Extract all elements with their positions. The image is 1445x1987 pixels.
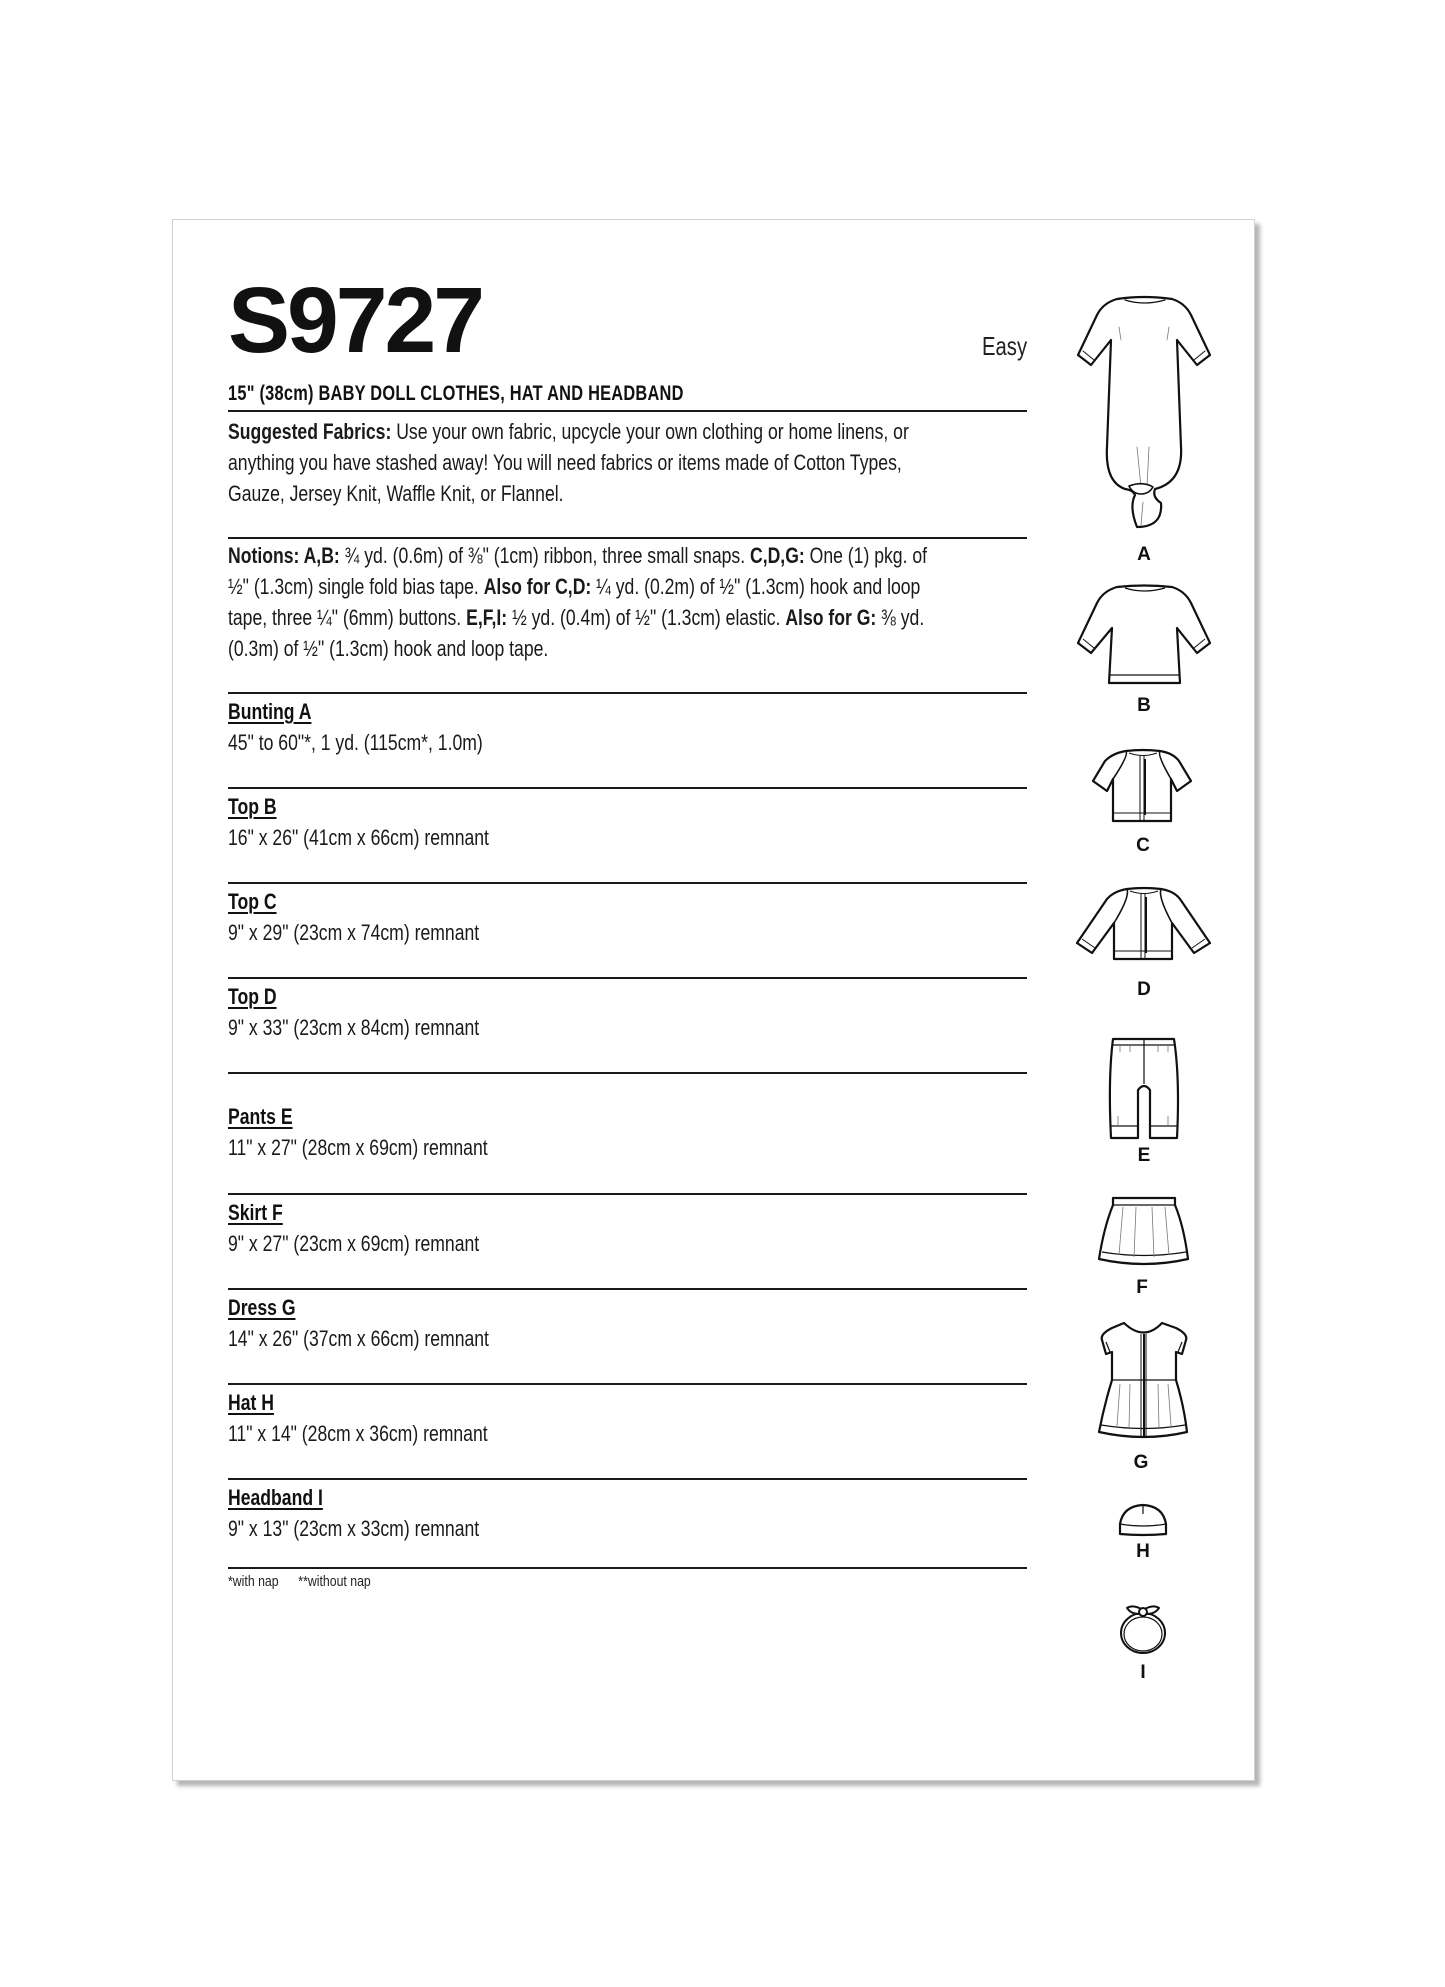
view-f-skirt-illustration — [1098, 1197, 1190, 1267]
section-value: 9" x 27" (23cm x 69cm) remnant — [228, 1231, 480, 1256]
pattern-subtitle: 15" (38cm) BABY DOLL CLOTHES, HAT AND HEADBAND — [228, 382, 684, 405]
divider — [228, 410, 1027, 412]
yardage-headband-i — [228, 1484, 1027, 1544]
divider — [228, 1567, 1027, 1569]
view-label-b: B — [1137, 695, 1151, 716]
yardage-skirt-f — [228, 1199, 1027, 1259]
section-value: 9" x 29" (23cm x 74cm) remnant — [228, 920, 480, 945]
yardage-top-b — [228, 793, 1027, 853]
section-title: Bunting A — [228, 699, 312, 724]
view-g-dress-illustration — [1098, 1322, 1190, 1442]
divider — [228, 977, 1027, 979]
yardage-top-d — [228, 983, 1027, 1043]
view-label-a: A — [1137, 544, 1151, 565]
section-title: Top C — [228, 889, 277, 914]
pattern-number: S9727 — [228, 268, 482, 372]
divider — [228, 1072, 1027, 1074]
section-title: Hat H — [228, 1390, 274, 1415]
notions: Notions: A,B: ¾ yd. (0.6m) of ⅜" (1cm) ribbon, three small snaps. C,D,G: One (1) pkg. of ½" (1.3cm) single fold bias tape. Also for C,D: ¼ yd. (0.2m) of ½" (1.3cm) hook and loop tape, three ¼" (6mm) buttons. E,F,I: ½ yd. (0.4m) of ½" (1.3cm) elastic. Also for G: ⅜ yd. (0.3m) of ½" (1.3cm) hook and loop tape. — [228, 543, 928, 661]
divider — [228, 1478, 1027, 1480]
view-label-c: C — [1136, 835, 1150, 856]
difficulty-label: Easy — [982, 331, 1028, 361]
section-value: 11" x 27" (28cm x 69cm) remnant — [228, 1135, 488, 1160]
yardage-top-c — [228, 888, 1027, 948]
section-value: 11" x 14" (28cm x 36cm) remnant — [228, 1421, 488, 1446]
section-title: Headband I — [228, 1485, 323, 1510]
section-title: Top B — [228, 794, 277, 819]
view-i-headband-illustration — [1119, 1604, 1169, 1656]
yardage-hat-h — [228, 1389, 1027, 1449]
view-label-f: F — [1136, 1277, 1148, 1298]
notions-label: Notions: — [228, 543, 300, 568]
view-label-e: E — [1137, 1145, 1151, 1166]
footnote-without-nap: **without nap — [298, 1573, 371, 1590]
divider — [228, 692, 1027, 694]
footnote-with-nap: *with nap — [228, 1573, 279, 1590]
section-value: 16" x 26" (41cm x 66cm) remnant — [228, 825, 489, 850]
view-d-cardigan-illustration — [1077, 887, 1211, 961]
section-value: 9" x 33" (23cm x 84cm) remnant — [228, 1015, 480, 1040]
section-title: Top D — [228, 984, 277, 1009]
view-e-pants-illustration — [1108, 1038, 1180, 1140]
suggested-fabrics-label: Suggested Fabrics: — [228, 419, 392, 444]
view-h-hat-illustration — [1118, 1504, 1168, 1536]
suggested-fabrics: Suggested Fabrics: Use your own fabric, upcycle your own clothing or home linens, or anything you have stashed away! You will need fabrics or items made of Cotton Types, Gauze, Jersey Knit, Waffle Knit, or Flannel. — [228, 419, 909, 506]
divider — [228, 537, 1027, 539]
section-title: Dress G — [228, 1295, 296, 1320]
section-value: 45" to 60"*, 1 yd. (115cm*, 1.0m) — [228, 730, 483, 755]
view-b-top-illustration — [1077, 585, 1211, 685]
view-label-g: G — [1133, 1452, 1149, 1473]
divider — [228, 1383, 1027, 1385]
yardage-dress-g — [228, 1294, 1027, 1354]
section-value: 9" x 13" (23cm x 33cm) remnant — [228, 1516, 480, 1541]
section-value: 14" x 26" (37cm x 66cm) remnant — [228, 1326, 489, 1351]
divider — [228, 787, 1027, 789]
view-label-i: I — [1140, 1662, 1146, 1683]
section-title: Skirt F — [228, 1200, 283, 1225]
view-c-cardigan-illustration — [1093, 749, 1193, 823]
divider — [228, 1193, 1027, 1195]
view-label-d: D — [1137, 979, 1151, 1000]
view-label-h: H — [1136, 1541, 1150, 1562]
divider — [228, 882, 1027, 884]
footnotes — [228, 1572, 402, 1592]
yardage-bunting-a — [228, 698, 1027, 758]
view-a-bunting-illustration — [1077, 297, 1211, 529]
yardage-pants-e — [228, 1103, 1027, 1163]
divider — [228, 1288, 1027, 1290]
section-title: Pants E — [228, 1104, 293, 1129]
